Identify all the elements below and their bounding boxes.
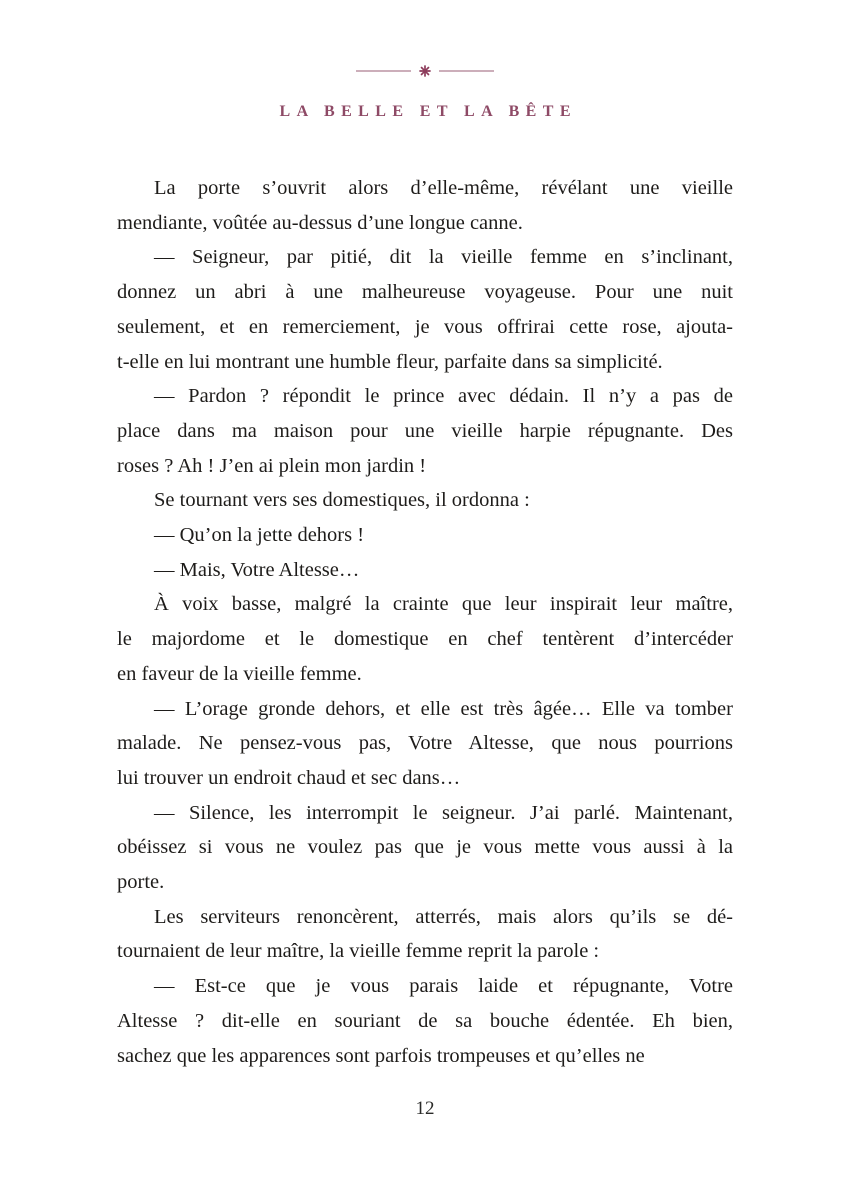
paragraph bbox=[117, 518, 733, 553]
text-line: porte. bbox=[117, 871, 165, 894]
paragraph bbox=[117, 969, 733, 1073]
paragraph bbox=[117, 587, 733, 691]
text-line: — Qu’on la jette dehors ! bbox=[154, 524, 365, 547]
text-line: — Pardon ? répondit le prince avec dédain. Il n’y a pas de bbox=[154, 385, 733, 408]
text-line: lui trouver un endroit chaud et sec dans… bbox=[117, 766, 461, 789]
text-line: À voix basse, malgré la crainte que leur inspirait leur maître, bbox=[154, 593, 733, 616]
text-line: — Mais, Votre Altesse… bbox=[154, 558, 360, 581]
paragraph bbox=[117, 171, 733, 240]
text-line: donnez un abri à une malheureuse voyageuse. Pour une nuit bbox=[117, 281, 733, 304]
page-number: 12 bbox=[415, 1098, 435, 1119]
text-line: — Seigneur, par pitié, dit la vieille femme en s’inclinant, bbox=[154, 246, 733, 269]
text-line: Se tournant vers ses domestiques, il ordonna : bbox=[154, 489, 530, 512]
paragraph bbox=[117, 796, 733, 900]
text-line: seulement, et en remerciement, je vous offrirai cette rose, ajouta- bbox=[117, 315, 733, 338]
text-line: sachez que les apparences sont parfois trompeuses et qu’elles ne bbox=[117, 1044, 645, 1067]
text-line: mendiante, voûtée au-dessus d’une longue canne. bbox=[117, 211, 523, 234]
text-line: — Silence, les interrompit le seigneur. J’ai parlé. Maintenant, bbox=[154, 801, 733, 824]
text-line: Les serviteurs renoncèrent, atterrés, mais alors qu’ils se dé- bbox=[154, 905, 733, 928]
text-line: t-elle en lui montrant une humble fleur, parfaite dans sa simplicité. bbox=[117, 350, 663, 373]
text-line: place dans ma maison pour une vieille harpie répugnante. Des bbox=[117, 419, 733, 442]
text-line: Altesse ? dit-elle en souriant de sa bouche édentée. Eh bien, bbox=[117, 1009, 733, 1032]
paragraph bbox=[117, 692, 733, 796]
text-line: le majordome et le domestique en chef tentèrent d’intercéder bbox=[117, 628, 733, 651]
text-line: malade. Ne pensez-vous pas, Votre Altesse, que nous pourrions bbox=[117, 732, 733, 755]
text-line: obéissez si vous ne voulez pas que je vous mette vous aussi à la bbox=[117, 836, 733, 859]
paragraph bbox=[117, 240, 733, 379]
text-line: — L’orage gronde dehors, et elle est très âgée… Elle va tomber bbox=[154, 697, 733, 720]
text-line: La porte s’ouvrit alors d’elle-même, révélant une vieille bbox=[154, 177, 733, 199]
text-line: — Est-ce que je vous parais laide et répugnante, Votre bbox=[154, 975, 733, 998]
flower-asterisk-divider-icon bbox=[354, 64, 496, 78]
page-footer bbox=[0, 1098, 850, 1120]
paragraph bbox=[117, 483, 733, 518]
chapter-header bbox=[0, 0, 850, 121]
text-line: tournaient de leur maître, la vieille femme reprit la parole : bbox=[117, 940, 600, 963]
chapter-title: LA BELLE ET LA BÊTE bbox=[279, 103, 577, 120]
text-line: en faveur de la vieille femme. bbox=[117, 662, 362, 685]
paragraph bbox=[117, 553, 733, 588]
paragraph bbox=[117, 379, 733, 483]
text-block bbox=[117, 171, 733, 1073]
paragraph bbox=[117, 900, 733, 969]
text-line: roses ? Ah ! J’en ai plein mon jardin ! bbox=[117, 454, 427, 477]
